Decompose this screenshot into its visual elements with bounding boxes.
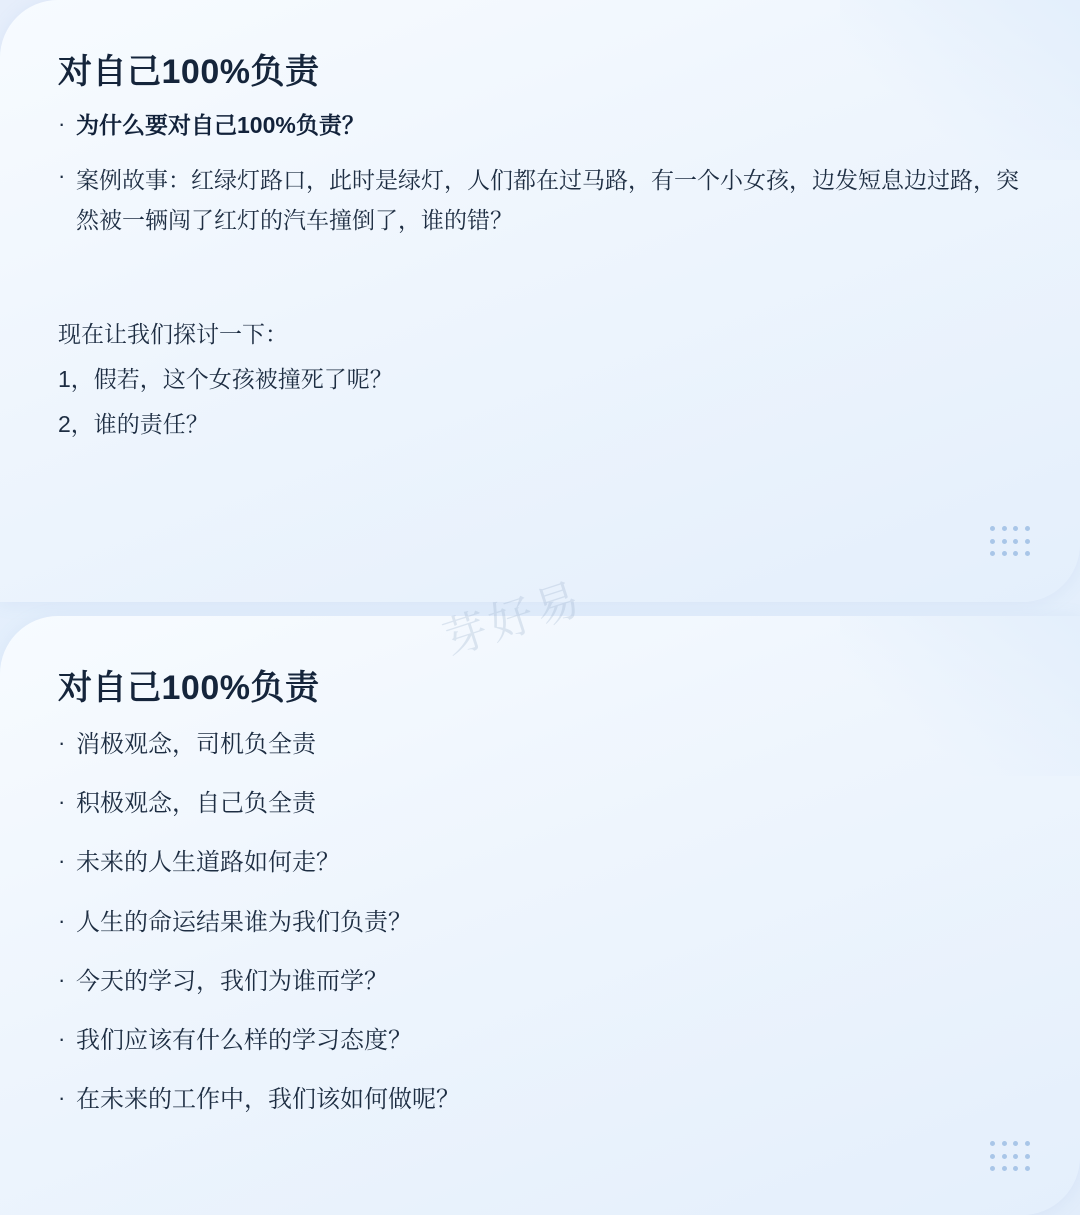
bullet-dot-icon: · [58, 966, 66, 992]
bullet-dot-icon: · [58, 730, 66, 755]
bullet-dot-icon: · [58, 848, 66, 874]
dot-grid-icon [990, 526, 1032, 560]
list-item [58, 844, 1020, 881]
dot-grid-icon [990, 1141, 1032, 1175]
bullet-dot-icon: · [58, 1025, 66, 1051]
list-item [58, 1081, 1020, 1118]
slide-2-bullet-2-text: 积极观念，自己负全责 [76, 790, 316, 818]
watermark: 芽好易 [437, 572, 590, 666]
slide-2-bullet-7-text: 在未来的工作中，我们该如何做呢？ [76, 1086, 460, 1114]
slide-1-paragraph-line-3: 2，谁的责任？ [58, 410, 209, 437]
slide-2-bullet-1-text: 消极观念，司机负全责 [76, 731, 316, 758]
slide-2-bullet-3-text: 未来的人生道路如何走？ [76, 849, 340, 877]
slide-2-bullet-4-text: 人生的命运结果谁为我们负责？ [76, 908, 412, 936]
slide-1-title: 对自己100%负责 [58, 53, 320, 91]
list-item [58, 904, 1020, 941]
slide-2-bullet-6-text: 我们应该有什么样的学习态度？ [76, 1026, 412, 1054]
list-item [58, 160, 1020, 241]
slide-1-paragraph-line-2: 1，假若，这个女孩被撞死了呢？ [58, 365, 393, 392]
slide-1-bullet-1-text: 为什么要对自己100%负责？ [76, 112, 365, 138]
slide-2 [0, 616, 1080, 1215]
bullet-dot-icon: · [58, 907, 66, 933]
list-item [58, 785, 1020, 822]
list-item [58, 963, 1020, 1000]
slide-1-bullet-2-text: 案例故事：红绿灯路口，此时是绿灯，人们都在过马路，有一个小女孩，边发短息边过路，突然被一辆闯了红灯的汽车撞倒了，谁的错？ [76, 166, 1019, 233]
list-item [58, 108, 1020, 144]
bullet-dot-icon: · [58, 162, 66, 188]
bullet-dot-icon: · [58, 111, 66, 136]
slide-2-title: 对自己100%负责 [58, 669, 320, 707]
slide-2-bullet-list [58, 726, 1020, 1140]
slide-1-paragraph-line-1: 现在让我们探讨一下： [58, 321, 288, 347]
list-item [58, 726, 1020, 763]
slide-2-bullet-5-text: 今天的学习，我们为谁而学？ [76, 967, 388, 995]
slide-1-paragraph-block [58, 312, 1020, 447]
bullet-dot-icon: · [58, 1085, 66, 1111]
slide-1 [0, 0, 1080, 602]
list-item [58, 1022, 1020, 1059]
bullet-dot-icon: · [58, 789, 66, 815]
slide-1-bullet-list [58, 108, 1020, 250]
